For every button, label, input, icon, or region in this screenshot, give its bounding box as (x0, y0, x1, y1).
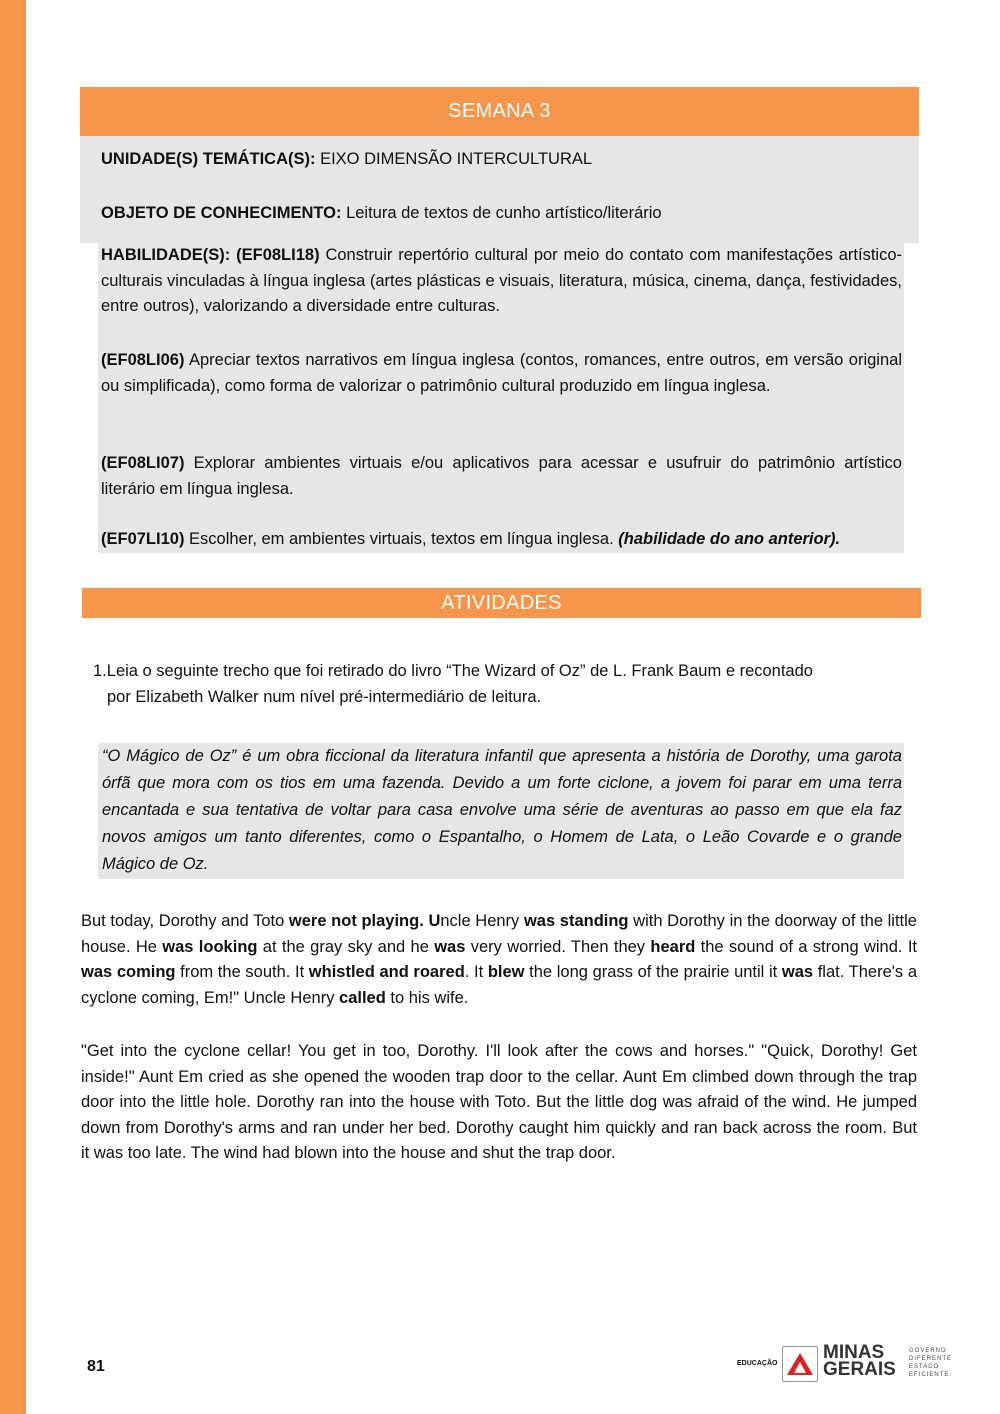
skill-code: HABILIDADE(S): (EF08LI18) (101, 246, 320, 264)
logo-name (823, 1344, 896, 1378)
story-text: to his wife. (385, 988, 469, 1007)
question-line-2 (107, 688, 541, 707)
logo-slogan-line: DIFERENTE (909, 1356, 953, 1362)
story-text: But today, Dorothy and Toto (81, 912, 289, 930)
logo-name-line-2: GERAIS (823, 1359, 896, 1380)
week-banner: SEMANA 3 (80, 87, 919, 136)
story-text: . It (464, 963, 488, 982)
story-verb-bold: was (781, 963, 814, 982)
story-verb-bold: was looking (162, 937, 258, 956)
story-text: at the gray sky and he (257, 937, 435, 956)
object-label: OBJETO DE CONHECIMENTO: (101, 204, 342, 222)
story-verb-bold: was standing (523, 912, 629, 930)
skill-code: (EF08LI07) (101, 454, 185, 472)
story-text: the long grass of the prairie until it (524, 963, 782, 982)
minas-gerais-logo (737, 1344, 957, 1384)
logo-slogan-line: ESTADO (909, 1364, 940, 1370)
story-text: flat. There's a cyclone coming, Em!" Uncle Henry (81, 963, 917, 1007)
story-verb-bold: whistled and roared (308, 963, 465, 982)
skill-code: (EF07LI10) (101, 530, 185, 548)
skill-note: (habilidade do ano anterior). (618, 530, 841, 548)
story-text: the sound of a strong wind. It (695, 937, 917, 956)
object-line (101, 204, 662, 223)
logo-slogan-line: EFICIENTE. (909, 1372, 953, 1378)
logo-triangle-icon (782, 1346, 818, 1382)
story-verb-bold: was coming (81, 963, 176, 982)
activities-banner: ATIVIDADES (82, 588, 921, 618)
question-text-1: Leia o seguinte trecho que foi retirado do livro “The Wizard of Oz” de L. Frank Baum e recontado (106, 662, 813, 680)
summary-text: “O Mágico de Oz” é um obra ficcional da literatura infantil que apresenta a história de Dorothy, uma garota órfã que mora com os tios em uma fazenda. Devido a um forte ciclone, a jovem foi parar em uma terra encantada e sua tentativa de voltar para casa envolve uma série de aventuras ao passo em que ela faz novos amigos um tanto diferentes, como o Espantalho, o Homem de Lata, o Leão Covarde e o grande Mágico de Oz. (102, 747, 902, 873)
story-verb-bold: were not playing. U (288, 912, 441, 930)
story-verb-bold: called (339, 988, 386, 1007)
question-text-2: por Elizabeth Walker num nível pré-intermediário de leitura. (107, 688, 542, 706)
story-paragraph-1 (81, 909, 917, 1011)
story-text: ncle Henry (440, 912, 524, 930)
skill-ef08li07 (101, 451, 902, 502)
story-verb-bold: was (434, 937, 466, 956)
story-text: from the south. It (175, 963, 309, 982)
logo-slogan (909, 1347, 952, 1379)
story-verb-bold: blew (487, 963, 525, 982)
story-text: very worried. Then they (465, 937, 651, 956)
unit-label: UNIDADE(S) TEMÁTICA(S): (101, 150, 316, 168)
unit-line (101, 150, 592, 169)
skill-code: (EF08LI06) (101, 351, 185, 369)
side-accent-bar (0, 0, 26, 1414)
page-number: 81 (87, 1358, 105, 1375)
object-value: Leitura de textos de cunho artístico/literário (341, 204, 662, 222)
logo-education-label: EDUCAÇÃO (737, 1360, 778, 1367)
skill-text: Escolher, em ambientes virtuais, textos em língua inglesa. (184, 530, 619, 548)
logo-name-line-1: MINAS (823, 1342, 885, 1363)
skill-ef08li18 (101, 243, 902, 320)
skill-ef08li06 (101, 348, 902, 399)
skill-text: Apreciar textos narrativos em língua inglesa (contos, romances, entre outros, em versão original ou simplificada), como forma de valorizar o patrimônio cultural produzido em língua inglesa. (101, 351, 902, 395)
question-line-1 (93, 662, 813, 681)
story-text: with Dorothy in the doorway of the little house. He (81, 912, 917, 956)
story-verb-bold: heard (650, 937, 696, 956)
skill-text: Explorar ambientes virtuais e/ou aplicativos para acessar e usufruir do patrimônio artístico literário em língua inglesa. (101, 454, 902, 498)
skill-ef07li10 (101, 527, 906, 553)
skill-text: Construir repertório cultural por meio do contato com manifestações artístico-culturais vinculadas à língua inglesa (artes plásticas e visuais, literatura, música, cinema, dança, festividades, entre outros), valorizando a diversidade entre culturas. (101, 246, 902, 315)
story-paragraph-2: "Get into the cyclone cellar! You get in too, Dorothy. I'll look after the cows and horses." "Quick, Dorothy! Get inside!" Aunt Em cried as she opened the wooden trap door to the cellar. Aunt Em climbed down through the trap door into the little hole. Dorothy ran into the house with Toto. But the little dog was afraid of the wind. He jumped down from Dorothy's arms and ran under her bed. Dorothy caught him quickly and ran back across the room. But it was too late. The wind had blown into the house and shut the trap door. (81, 1042, 917, 1163)
logo-slogan-line: GOVERNO (909, 1348, 947, 1354)
question-number: 1. (93, 662, 107, 680)
unit-value: EIXO DIMENSÃO INTERCULTURAL (315, 150, 593, 168)
